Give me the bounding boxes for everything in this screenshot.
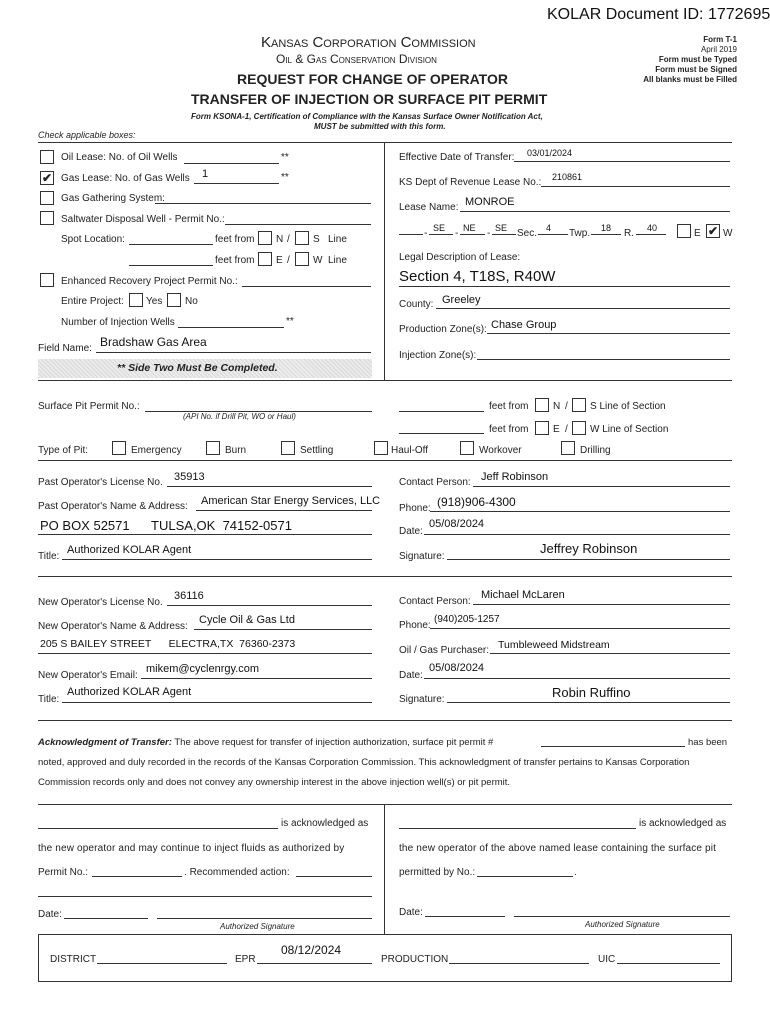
- past-signature-label: Signature:: [399, 551, 445, 562]
- pit-slash-2: /: [565, 424, 568, 435]
- pit-footage-line-2[interactable]: [399, 433, 484, 434]
- ksona-notice-line-1: Form KSONA-1, Certification of Compliance with the Kansas Surface Owner Notification Act,: [191, 112, 543, 121]
- gas-wells-line: [194, 183, 279, 184]
- pit-slash-1: /: [565, 401, 568, 412]
- uic-line[interactable]: [617, 963, 720, 964]
- document-id: KOLAR Document ID: 1772695: [547, 6, 770, 23]
- uic-label: UIC: [598, 954, 616, 965]
- county-value[interactable]: Greeley: [442, 294, 481, 306]
- spot-slash-2: /: [287, 255, 290, 266]
- injection-wells-line[interactable]: [178, 327, 284, 328]
- ack-left-name-line[interactable]: [38, 828, 278, 829]
- new-title-value[interactable]: Authorized KOLAR Agent: [67, 686, 192, 698]
- range-w-label: W: [723, 228, 733, 239]
- range-w-checkbox[interactable]: ✔: [707, 224, 719, 238]
- field-name-label: Field Name:: [38, 343, 92, 354]
- production-zone-label: Production Zone(s):: [399, 324, 487, 335]
- quarter-3-value[interactable]: SE: [495, 223, 508, 233]
- new-license-value[interactable]: 36116: [174, 590, 204, 602]
- ack-text-2: noted, approved and duly recorded in the records of the Kansas Corporation Commission. This acknowledgment of transfer pertains to Kansas Corporation: [38, 757, 690, 768]
- injection-wells-label: Number of Injection Wells: [61, 317, 175, 328]
- production-zone-line: [487, 333, 730, 334]
- gas-lease-checkbox[interactable]: ✔: [41, 171, 53, 185]
- twp-label: Twp.: [569, 228, 591, 239]
- new-operator-rule: [38, 720, 732, 721]
- ack-left-auth-sig: Authorized Signature: [220, 922, 295, 931]
- spot-w-label: W: [313, 255, 323, 266]
- legal-description-value[interactable]: Section 4, T18S, R40W: [399, 268, 556, 285]
- pit-e-checkbox[interactable]: [535, 421, 549, 435]
- new-phone-label: Phone:: [399, 620, 431, 631]
- pit-n-label: N: [553, 401, 561, 412]
- ack-right-auth-sig: Authorized Signature: [585, 920, 660, 929]
- injection-zone-line[interactable]: [477, 359, 730, 360]
- quarter-line-1: [429, 234, 453, 235]
- division-name: Oil & Gas Conservation Division: [276, 52, 437, 66]
- production-label: PRODUCTION: [381, 954, 449, 965]
- pit-w-checkbox[interactable]: [572, 421, 586, 435]
- new-signature-line: [447, 702, 730, 703]
- pit-feet-from-2: feet from: [489, 424, 529, 435]
- column-divider: [384, 142, 385, 380]
- new-purchaser-line: [490, 653, 730, 654]
- ack-left-new-op: the new operator and may continue to inject fluids as authorized by: [38, 843, 345, 854]
- past-address-value[interactable]: PO BOX 52571 TULSA,OK 74152-0571: [40, 518, 292, 533]
- ack-text-3: Commission records only and does not convey any ownership interest in the above injection well(s) or pit permit.: [38, 777, 511, 788]
- spot-feet-from-1: feet from: [215, 234, 255, 245]
- new-purchaser-value[interactable]: Tumbleweed Midstream: [498, 639, 610, 651]
- past-date-line: [424, 534, 730, 535]
- past-title-value[interactable]: Authorized KOLAR Agent: [67, 544, 192, 556]
- ks-dept-lease-line: [541, 186, 730, 187]
- ack-left-is-ack: is acknowledged as: [281, 818, 369, 829]
- lease-name-line: [460, 211, 730, 212]
- range-e-checkbox[interactable]: [677, 224, 691, 238]
- new-date-value[interactable]: 05/08/2024: [429, 662, 485, 674]
- org-name: Kansas Corporation Commission: [261, 34, 476, 51]
- pit-type-drilling-checkbox[interactable]: [561, 441, 575, 455]
- epr-label: EPR: [235, 954, 256, 965]
- ksona-notice-line-2: MUST be submitted with this form.: [314, 122, 446, 131]
- past-license-value[interactable]: 35913: [174, 471, 205, 483]
- entire-project-yes-checkbox[interactable]: [129, 293, 143, 307]
- form-note-typed: Form must be Typed: [658, 55, 737, 64]
- form-title-line-2: TRANSFER OF INJECTION OR SURFACE PIT PERMIT: [191, 91, 548, 107]
- ack-left-recommended-line[interactable]: [296, 876, 372, 877]
- past-address-line: [38, 534, 372, 535]
- gas-gathering-label: Gas Gathering System:: [61, 193, 165, 204]
- field-name-line: [96, 352, 371, 353]
- sec-line: [538, 234, 568, 235]
- new-name-address-label: New Operator's Name & Address:: [38, 621, 188, 632]
- spot-feet-from-2: feet from: [215, 255, 255, 266]
- pit-type-burn: Burn: [225, 445, 247, 456]
- pit-type-drilling: Drilling: [580, 445, 611, 456]
- entire-project-label: Entire Project:: [61, 296, 124, 307]
- past-phone-line: [430, 511, 730, 512]
- past-name-address-label: Past Operator's Name & Address:: [38, 501, 188, 512]
- new-signature-value[interactable]: Robin Ruffino: [552, 685, 631, 700]
- spot-slash-1: /: [287, 234, 290, 245]
- ks-dept-lease-label: KS Dept of Revenue Lease No.:: [399, 177, 542, 188]
- new-license-line: [167, 605, 372, 606]
- range-value[interactable]: 40: [647, 223, 658, 233]
- past-contact-label: Contact Person:: [399, 477, 471, 488]
- quarter-dash-2: -: [455, 228, 459, 239]
- injection-zone-label: Injection Zone(s):: [399, 350, 477, 361]
- new-email-line: [141, 678, 372, 679]
- new-contact-label: Contact Person:: [399, 596, 471, 607]
- form-title-line-1: REQUEST FOR CHANGE OF OPERATOR: [237, 71, 508, 87]
- top-section-bottom-rule: [38, 380, 732, 381]
- pit-type-emergency: Emergency: [131, 445, 182, 456]
- pit-type-workover: Workover: [479, 445, 522, 456]
- pit-e-label: E: [553, 424, 560, 435]
- pit-s-label: S Line of Section: [590, 401, 666, 412]
- epr-line: [257, 963, 372, 964]
- ks-dept-lease-value[interactable]: 210861: [552, 172, 583, 182]
- new-signature-label: Signature:: [399, 694, 445, 705]
- new-contact-value[interactable]: Michael McLaren: [481, 589, 565, 601]
- entire-project-yes-label: Yes: [146, 296, 163, 307]
- twp-value[interactable]: 18: [601, 223, 612, 233]
- past-operator-rule: [38, 576, 732, 577]
- new-name-line: [194, 629, 372, 630]
- ack-permit-line[interactable]: [541, 746, 685, 747]
- quarter-1-value[interactable]: SE: [433, 223, 446, 233]
- effective-date-label: Effective Date of Transfer:: [399, 152, 515, 163]
- eor-permit-line[interactable]: [242, 286, 371, 287]
- past-name-line: [196, 510, 372, 511]
- new-email-value[interactable]: mikem@cyclenrgy.com: [146, 663, 260, 675]
- spot-n-label: N: [276, 234, 284, 245]
- ack-column-divider: [384, 804, 385, 934]
- entire-project-no-checkbox[interactable]: [167, 293, 181, 307]
- form-note-filled: All blanks must be Filled: [643, 75, 737, 84]
- sec-value[interactable]: 4: [546, 223, 552, 233]
- quarter-dash-1: -: [424, 228, 428, 239]
- production-zone-value[interactable]: Chase Group: [491, 319, 557, 331]
- ack-left-recommended-label: . Recommended action:: [184, 867, 290, 878]
- county-label: County:: [399, 299, 434, 310]
- new-purchaser-label: Oil / Gas Purchaser:: [399, 645, 490, 656]
- lease-name-value[interactable]: MONROE: [465, 196, 515, 208]
- ack-rule: [38, 804, 732, 805]
- pit-footage-line-1[interactable]: [399, 411, 484, 412]
- gas-gathering-line[interactable]: [155, 203, 371, 204]
- form-note-signed: Form must be Signed: [655, 65, 737, 74]
- pit-type-label: Type of Pit:: [38, 445, 89, 456]
- form-info-block: [643, 35, 737, 85]
- gas-wells-value[interactable]: 1: [202, 168, 209, 180]
- quarter-dash-3: -: [487, 228, 491, 239]
- ack-right-date-label: Date:: [399, 907, 423, 918]
- past-phone-value[interactable]: (918)906-4300: [437, 495, 516, 509]
- past-phone-label: Phone:: [399, 503, 431, 514]
- pit-type-burn-checkbox[interactable]: [206, 441, 220, 455]
- spot-location-line-1[interactable]: [129, 244, 213, 245]
- past-contact-value[interactable]: Jeff Robinson: [481, 471, 549, 483]
- ack-right-new-op: the new operator of the above named lease containing the surface pit: [399, 843, 717, 854]
- spot-location-label: Spot Location:: [61, 234, 125, 245]
- new-phone-line: [430, 628, 730, 629]
- twp-line: [591, 234, 621, 235]
- new-date-line: [424, 678, 730, 679]
- ack-right-permitted-line[interactable]: [477, 876, 573, 877]
- new-contact-line: [473, 604, 730, 605]
- oil-wells-stars: **: [281, 152, 289, 163]
- ack-text-1: The above request for transfer of injection authorization, surface pit permit #: [174, 737, 494, 748]
- form-id: Form T-1: [703, 35, 737, 44]
- quarter-line-2: [460, 234, 485, 235]
- entire-project-no-label: No: [185, 296, 198, 307]
- quarter-2-value[interactable]: NE: [463, 223, 476, 233]
- district-label: DISTRICT: [50, 954, 97, 965]
- district-line[interactable]: [97, 963, 227, 964]
- ack-has-been: has been: [688, 737, 728, 748]
- new-email-label: New Operator's Email:: [38, 670, 138, 681]
- oil-wells-line[interactable]: [184, 163, 279, 164]
- ack-right-is-ack: is acknowledged as: [639, 818, 727, 829]
- ack-left-date-label: Date:: [38, 909, 62, 920]
- ack-heading: Acknowledgment of Transfer:: [38, 737, 172, 748]
- past-title-line: [62, 559, 372, 560]
- ack-right-date-line[interactable]: [425, 916, 505, 917]
- check-boxes-label: Check applicable boxes:: [38, 130, 136, 140]
- past-date-label: Date:: [399, 526, 423, 537]
- spot-location-line-2[interactable]: [129, 265, 213, 266]
- oil-lease-label: Oil Lease: No. of Oil Wells: [61, 152, 178, 163]
- swd-checkbox[interactable]: [40, 211, 54, 225]
- past-contact-line: [473, 486, 730, 487]
- field-name-value[interactable]: Bradshaw Gas Area: [100, 335, 207, 349]
- pit-type-hauloff-checkbox[interactable]: [374, 441, 388, 455]
- ack-right-permitted-by: permitted by No.:: [399, 867, 476, 878]
- county-line: [436, 308, 730, 309]
- top-section-rule: [38, 142, 732, 143]
- production-line[interactable]: [449, 963, 589, 964]
- ack-right-period: .: [574, 867, 577, 878]
- past-license-line: [167, 486, 372, 487]
- spot-line-label-1: Line: [328, 234, 347, 245]
- past-title-label: Title:: [38, 551, 60, 562]
- new-license-label: New Operator's License No.: [38, 597, 163, 608]
- pit-type-hauloff: Haul-Off: [391, 445, 429, 456]
- new-title-line: [62, 702, 372, 703]
- ack-left-extra-line[interactable]: [38, 896, 372, 897]
- pit-type-workover-checkbox[interactable]: [460, 441, 474, 455]
- past-signature-value[interactable]: Jeffrey Robinson: [540, 541, 638, 556]
- pit-type-emergency-checkbox[interactable]: [112, 441, 126, 455]
- injection-wells-stars: **: [286, 316, 294, 327]
- past-signature-line: [447, 559, 730, 560]
- ack-right-name-line[interactable]: [399, 828, 636, 829]
- pit-feet-from-1: feet from: [489, 401, 529, 412]
- spot-w-checkbox[interactable]: [295, 252, 309, 266]
- epr-date-value[interactable]: 08/12/2024: [281, 943, 342, 957]
- spot-line-label-2: Line: [328, 255, 347, 266]
- lease-name-label: Lease Name:: [399, 202, 459, 213]
- range-e-label: E: [694, 228, 701, 239]
- past-license-label: Past Operator's License No.: [38, 477, 163, 488]
- ack-recommended-text: Recommended action:: [189, 867, 290, 878]
- legal-description-line: [399, 286, 730, 287]
- ack-left-permit-no-line[interactable]: [92, 876, 182, 877]
- ack-left-signature-line[interactable]: [157, 918, 372, 919]
- oil-lease-checkbox[interactable]: [40, 150, 54, 164]
- pit-w-label: W Line of Section: [590, 424, 669, 435]
- new-name-value[interactable]: Cycle Oil & Gas Ltd: [199, 614, 295, 626]
- swd-label: Saltwater Disposal Well - Permit No.:: [61, 214, 225, 225]
- ack-line-1: [38, 737, 493, 748]
- new-title-label: Title:: [38, 694, 60, 705]
- quarter-line-0: [399, 234, 423, 235]
- spot-e-label: E: [276, 255, 283, 266]
- pit-section-rule: [38, 460, 732, 461]
- effective-date-line: [514, 161, 730, 162]
- surface-pit-label: Surface Pit Permit No.:: [38, 401, 140, 412]
- spot-e-checkbox[interactable]: [258, 252, 272, 266]
- pit-type-settling: Settling: [300, 445, 334, 456]
- ack-left-date-line[interactable]: [64, 918, 148, 919]
- spot-n-checkbox[interactable]: [258, 231, 272, 245]
- spot-s-checkbox[interactable]: [295, 231, 309, 245]
- pit-n-checkbox[interactable]: [535, 398, 549, 412]
- pit-s-checkbox[interactable]: [572, 398, 586, 412]
- surface-pit-api-note: (API No. if Drill Pit, WO or Haul): [183, 412, 296, 421]
- sec-label: Sec.: [517, 228, 538, 239]
- eor-checkbox[interactable]: [40, 273, 54, 287]
- swd-permit-line[interactable]: [225, 224, 371, 225]
- ack-right-signature-line[interactable]: [514, 916, 730, 917]
- range-label: R.: [624, 228, 634, 239]
- new-date-label: Date:: [399, 670, 423, 681]
- gas-lease-label: Gas Lease: No. of Gas Wells: [61, 173, 190, 184]
- past-date-value[interactable]: 05/08/2024: [429, 518, 485, 530]
- form-revision-date: April 2019: [700, 45, 737, 54]
- past-name-value[interactable]: American Star Energy Services, LLC: [201, 495, 381, 507]
- eor-label: Enhanced Recovery Project Permit No.:: [61, 276, 238, 287]
- gas-wells-stars: **: [281, 172, 289, 183]
- side-two-notice: ** Side Two Must Be Completed.: [117, 362, 278, 374]
- legal-description-label: Legal Description of Lease:: [399, 252, 521, 263]
- new-address-line: [38, 653, 372, 654]
- new-phone-value[interactable]: (940)205-1257: [434, 614, 500, 625]
- pit-type-settling-checkbox[interactable]: [281, 441, 295, 455]
- ack-left-permit-no-label: Permit No.:: [38, 867, 89, 878]
- gas-gathering-checkbox[interactable]: [40, 191, 54, 205]
- quarter-line-3: [492, 234, 516, 235]
- range-line: [636, 234, 666, 235]
- effective-date-value[interactable]: 03/01/2024: [527, 148, 573, 158]
- new-address-value[interactable]: 205 S BAILEY STREET ELECTRA,TX 76360-2373: [40, 638, 296, 650]
- spot-s-label: S: [313, 234, 320, 245]
